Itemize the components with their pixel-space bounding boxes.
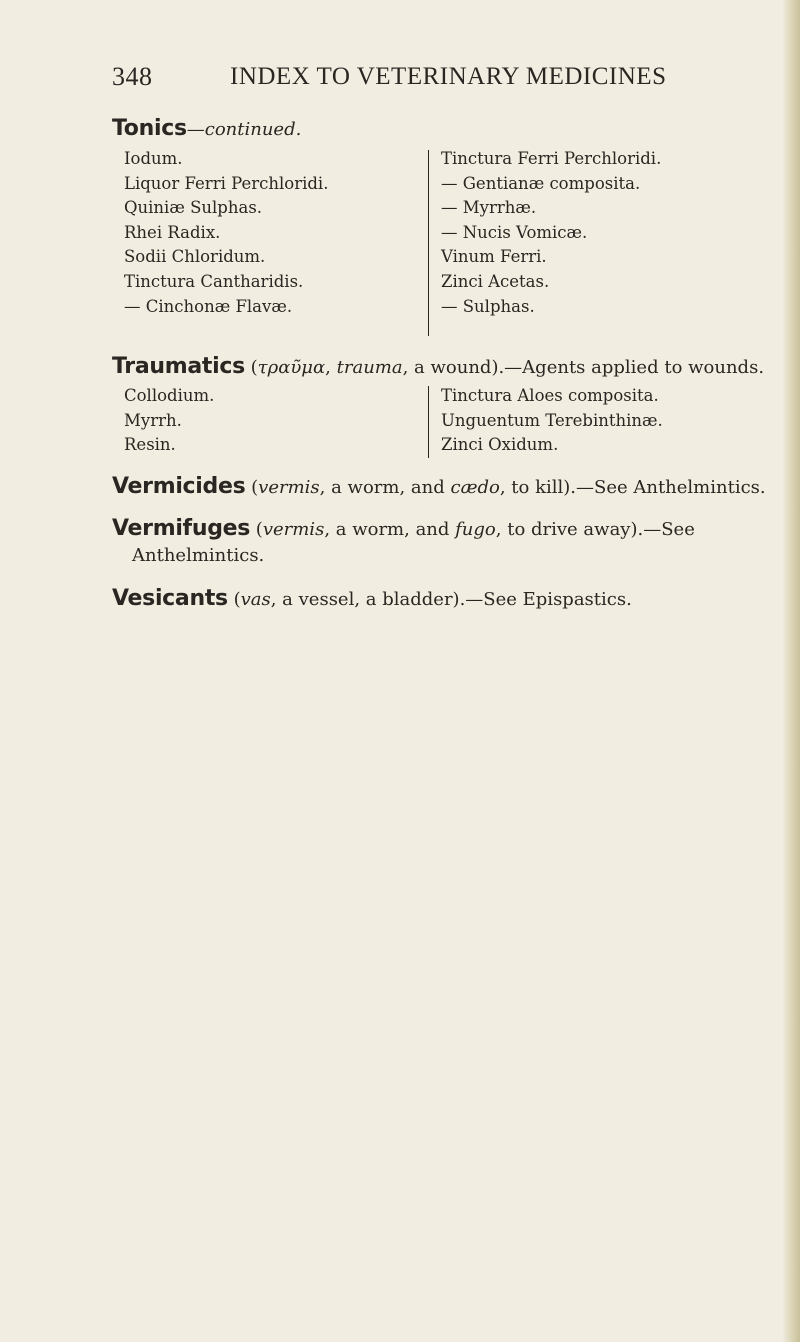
list-item: Tinctura Aloes composita.: [441, 386, 659, 405]
list-item: Zinci Acetas.: [441, 271, 550, 291]
list-item: Tinctura Ferri Perchloridi.: [441, 149, 662, 168]
definition-part: , a worm, and: [324, 519, 456, 540]
list-item: — Cinchonæ Flavæ.: [124, 296, 293, 316]
vermifuges-term: Vermifuges: [112, 516, 251, 541]
traumatics-term: Traumatics: [112, 354, 245, 379]
list-item: Collodium.: [124, 386, 215, 405]
definition: , to drive away).—See: [495, 519, 695, 540]
list-item: — Nucis Vomicæ.: [441, 222, 588, 242]
tonics-continued: —continued.: [186, 119, 302, 140]
vesicants-entry: [112, 586, 772, 613]
list-item: Vinum Ferri.: [441, 247, 547, 267]
paren-open: (: [227, 589, 241, 610]
list-item: Liquor Ferri Perchloridi.: [124, 173, 329, 193]
running-title: INDEX TO VETERINARY MEDICINES: [230, 63, 667, 90]
tonics-term: Tonics: [112, 116, 187, 141]
list-item: Rhei Radix.: [124, 222, 221, 242]
paren-open: (: [244, 357, 258, 378]
latin-word: vermis: [258, 477, 320, 498]
tonics-right-column: [441, 147, 661, 319]
definition: , to kill).—See Anthelmintics.: [499, 477, 766, 498]
vermicides-entry: [112, 474, 772, 501]
list-item: — Sulphas.: [441, 296, 535, 316]
list-item: — Gentianæ composita.: [441, 173, 641, 193]
column-divider: [428, 150, 429, 336]
greek-word: τραῦμα: [257, 357, 326, 378]
traumatics-left-column: [124, 384, 214, 458]
latin-word: vermis: [262, 519, 325, 540]
paren-open: (: [250, 519, 263, 540]
latin-word: fugo: [455, 519, 496, 540]
vermifuges-entry: [112, 516, 772, 569]
list-item: Tinctura Cantharidis.: [124, 271, 304, 291]
comma: ,: [325, 357, 337, 378]
page-number: 348: [112, 62, 153, 91]
tonics-heading: [112, 116, 301, 141]
vesicants-term: Vesicants: [112, 586, 228, 611]
list-item: Zinci Oxidum.: [441, 435, 559, 455]
column-divider: [428, 386, 429, 458]
traumatics-right-column: [441, 384, 663, 458]
running-head: [112, 62, 752, 92]
latin-word: trauma: [336, 357, 403, 378]
list-item: Sodii Chloridum.: [124, 247, 266, 267]
list-item: Myrrh.: [124, 410, 182, 430]
list-item: Unguentum Terebinthinæ.: [441, 410, 663, 430]
vermicides-term: Vermicides: [112, 474, 246, 499]
latin-word: vas: [240, 589, 271, 610]
paren-open: (: [245, 477, 259, 498]
traumatics-heading: [112, 354, 764, 379]
list-item: Resin.: [124, 435, 176, 455]
latin-word: cædo: [450, 477, 500, 498]
definition: , a wound).—Agents applied to wounds.: [402, 357, 765, 378]
definition-part: , a worm, and: [319, 477, 451, 498]
continuation-line: Anthelmintics.: [132, 545, 265, 566]
definition: , a vessel, a bladder).—See Epispastics.: [270, 589, 632, 610]
tonics-left-column: [124, 147, 328, 319]
list-item: Iodum.: [124, 149, 183, 168]
list-item: Quiniæ Sulphas.: [124, 198, 263, 218]
list-item: — Myrrhæ.: [441, 198, 537, 218]
